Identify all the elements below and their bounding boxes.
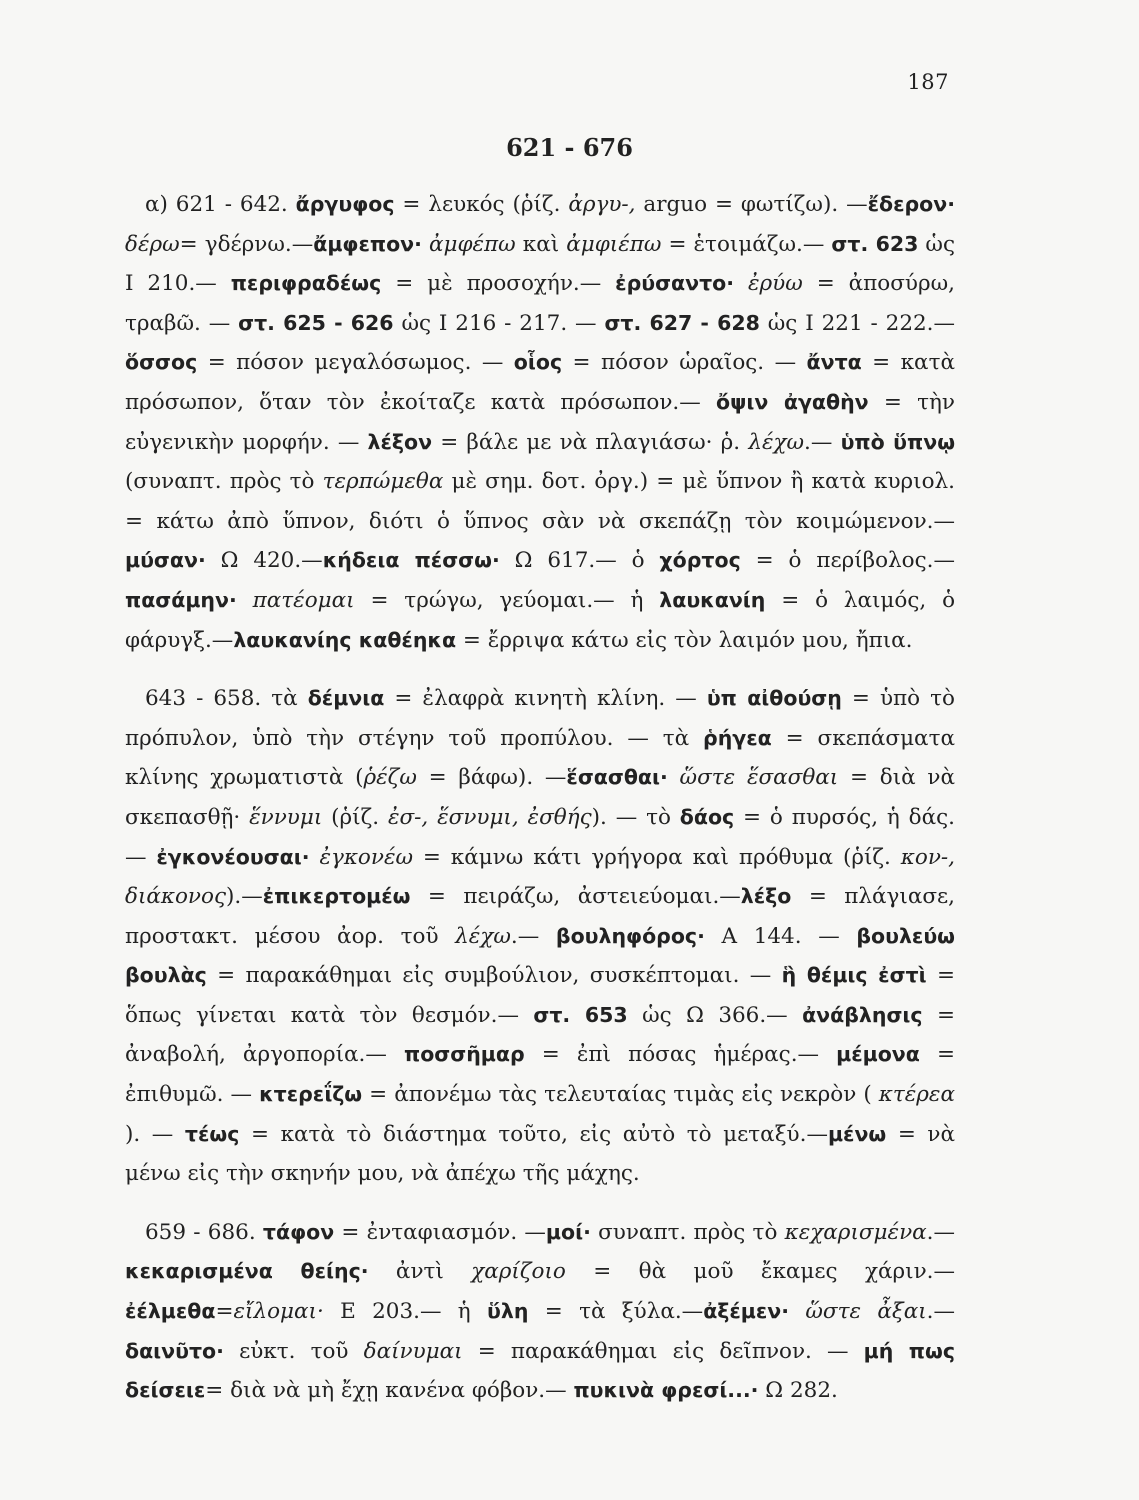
- lemma: ποσσῆμαρ: [403, 1042, 525, 1067]
- section-title: 621 - 676: [506, 133, 633, 162]
- lemma: στ. 625 - 626: [238, 310, 394, 335]
- text-run: ἀντὶ: [368, 1259, 472, 1285]
- text-run: [789, 1299, 805, 1324]
- text-run: μὲ σημ. δοτ. ὀργ.) = μὲ ὕπνον ἢ κατὰ κυριολ. = κάτω ἀπὸ ὕπνον, διότι ὁ ὕπνος σὰν νὰ σκεπάζῃ τὸν κοιμώμενον.—: [125, 469, 955, 534]
- text-run: [422, 232, 429, 257]
- text-run: = κατὰ πρόσωπον, ὅταν τὸν ἐκοίταζε κατὰ πρόσωπον.—: [125, 350, 955, 415]
- lemma: μένω: [827, 1121, 887, 1146]
- italic-text: ἐρύω: [748, 271, 803, 297]
- text-run: = ὑπὸ τὸ πρόπυλον, ὑπὸ τὴν στέγην τοῦ προπύλου. — τὰ: [125, 686, 955, 751]
- lemma: ἄντα: [806, 350, 862, 375]
- text-run: = πειράζω, ἀστειεύομαι.—: [410, 884, 741, 910]
- text-run: = ἀποσύρω, τραβῶ. —: [125, 271, 955, 336]
- text-run: Ω 282.: [758, 1378, 838, 1404]
- text-run: = ἀναβολή, ἀργοπορία.—: [125, 1002, 955, 1068]
- lemma: περιφραδέως: [230, 271, 382, 296]
- italic-text: πατέομαι: [252, 587, 355, 613]
- text-run: = τὴν εὐγενικὴν μορφήν. —: [125, 389, 955, 455]
- lemma: μύσαν·: [125, 548, 206, 573]
- italic-text: ἐσ-, ἕσνυμι, ἐσθής: [387, 804, 592, 830]
- text-run: 659 - 686.: [145, 1219, 263, 1245]
- text-run: .—: [510, 923, 556, 949]
- text-run: = λευκός (ῥίζ.: [394, 192, 569, 217]
- lemma: λαυκανίη: [659, 587, 766, 612]
- text-run: = παρακάθημαι εἰς δεῖπνον. —: [462, 1338, 864, 1364]
- italic-text: δαίνυμαι: [363, 1338, 463, 1364]
- lemma: ἀξέμεν·: [703, 1299, 790, 1324]
- text-run: ).—: [226, 884, 263, 910]
- text-run: = ὁ πυρσός, ἡ δάς. —: [125, 804, 955, 870]
- text-run: ὡς Ω 366.—: [627, 1002, 803, 1028]
- lemma: στ. 653: [533, 1002, 628, 1027]
- text-run: = σκεπάσματα κλίνης χρωματιστὰ (: [125, 725, 955, 791]
- text-run: [734, 271, 748, 296]
- lemma: ὄψιν ἀγαθὴν: [716, 389, 869, 414]
- lemma: κεκαρισμένα θείης·: [125, 1259, 369, 1284]
- italic-text: λέχω: [748, 429, 805, 455]
- text-run: = βάφω). —: [416, 765, 567, 791]
- text-run: Α 144. —: [704, 923, 857, 949]
- text-run: = ὁ λαιμός, ὁ φάρυγξ.—: [125, 587, 956, 653]
- lemma: ἄργυφος: [295, 192, 395, 216]
- text-run: Ω 420.—: [205, 548, 323, 574]
- lemma: τέως: [184, 1121, 240, 1146]
- text-run: συναπτ. πρὸς τὸ: [590, 1219, 785, 1245]
- text-run: = ὅπως γίνεται κατὰ τὸν θεσμόν.—: [125, 963, 955, 1028]
- text-run: Ε 203.— ἡ: [323, 1299, 487, 1325]
- text-run: = ἐπιθυμῶ. —: [125, 1042, 955, 1108]
- text-run: = βάλε με νὰ πλαγιάσω· ῥ.: [432, 429, 749, 455]
- lemma: βουληφόρος·: [555, 923, 705, 948]
- text-run: [668, 765, 680, 790]
- italic-text: ἀμφέπω: [428, 231, 516, 257]
- text-run: = τὰ ξύλα.—: [528, 1299, 704, 1325]
- italic-text: εἴλομαι·: [233, 1299, 324, 1325]
- italic-text: κεχαρισμένα: [784, 1219, 927, 1245]
- text-run: .—: [926, 1299, 955, 1325]
- lemma: λαυκανίης καθέηκα: [233, 627, 457, 652]
- text-run: = κάμνω κάτι γρήγορα καὶ πρόθυμα (ῥίζ.: [413, 844, 901, 870]
- text-run: = κατὰ τὸ διάστημα τοῦτο, εἰς αὐτὸ τὸ μεταξύ.—: [239, 1121, 828, 1147]
- text-run: = ἐπὶ πόσας ἡμέρας.—: [524, 1042, 837, 1068]
- lemma: λέξον: [367, 429, 433, 454]
- lemma: ἣ θέμις ἐστὶ: [781, 963, 927, 988]
- lemma: δάος: [679, 804, 735, 829]
- text-run: =: [215, 1299, 234, 1325]
- text-run: 643 - 658. τὰ: [145, 686, 308, 712]
- italic-text: ὥστε ἆξαι: [805, 1299, 927, 1325]
- text-run: (συναπτ. πρὸς τὸ: [125, 469, 323, 495]
- lemma: στ. 627 - 628: [604, 310, 760, 335]
- italic-text: τερπώμεθα: [322, 469, 444, 495]
- lemma: ἀνάβλησις: [802, 1002, 923, 1027]
- lemma: μέμονα: [836, 1042, 920, 1067]
- lemma: λέξο: [740, 884, 792, 909]
- text-run: = γδέρνω.—: [179, 231, 314, 257]
- text-run: = τρώγω, γεύομαι.— ἡ: [354, 587, 660, 613]
- text-run: = ἐλαφρὰ κινητὴ κλίνη. —: [384, 686, 707, 712]
- italic-text: ἕννυμι: [249, 804, 323, 830]
- text-run: = διὰ νὰ σκεπασθῇ·: [125, 765, 956, 830]
- text-run: ὡς Ι 210.—: [125, 231, 955, 297]
- italic-text: ἀμφιέπω: [566, 231, 662, 257]
- lemma: κτερεΐζω: [259, 1082, 363, 1107]
- lemma: ὑπὸ ὕπνῳ: [840, 429, 956, 454]
- lemma: ἔδερον·: [867, 192, 956, 216]
- paragraph: [125, 1213, 955, 1411]
- text-run: = ἑτοιμάζω.—: [661, 231, 832, 257]
- italic-text: ἐγκονέω: [319, 844, 414, 870]
- italic-text: ῥέζω: [363, 765, 417, 791]
- text-run: .—: [804, 429, 841, 455]
- lemma: ἐπικερτομέω: [262, 884, 411, 909]
- lemma: μή πως δείσειε: [125, 1338, 955, 1403]
- italic-text: λέχω: [455, 923, 511, 949]
- text-run: = ὁ περίβολος.—: [740, 548, 955, 574]
- text-run: arguo = φωτίζω). —: [635, 192, 868, 217]
- italic-text: κον-, διάκονος: [125, 844, 955, 910]
- lemma: ῥήγεα: [703, 725, 772, 750]
- text-run: .—: [926, 1219, 955, 1245]
- lemma: δαινῦτο·: [125, 1338, 224, 1363]
- commentary-body: [125, 185, 955, 1411]
- text-run: = μὲ προσοχήν.—: [381, 271, 616, 297]
- lemma: δέμνια: [307, 686, 385, 711]
- lemma: ὅσσος: [125, 350, 198, 375]
- text-run: = ἀπονέμω τὰς τελευταίας τιμὰς εἰς νεκρὸν (: [362, 1082, 879, 1108]
- text-run: = πόσον μεγαλόσωμος. —: [197, 350, 514, 376]
- lemma: στ. 623: [831, 231, 919, 256]
- lemma: ἕσασθαι·: [566, 765, 668, 790]
- lemma: ἐρύσαντο·: [615, 271, 735, 296]
- italic-text: ὥστε ἕσασθαι: [679, 765, 839, 791]
- text-run: εὐκτ. τοῦ: [223, 1338, 364, 1364]
- paragraph: [125, 679, 955, 1194]
- lemma: κήδεια πέσσω·: [322, 548, 500, 573]
- text-run: α) 621 - 642.: [145, 192, 296, 217]
- italic-text: δέρω: [125, 231, 180, 257]
- lemma: ὑπ αἰθούσῃ: [706, 686, 842, 711]
- text-run: ). —: [125, 1121, 185, 1147]
- lemma: ἐγκονέουσαι·: [156, 844, 310, 869]
- text-run: [310, 845, 320, 870]
- text-run: = πλάγιασε, προστακτ. μέσου ἀορ. τοῦ: [125, 884, 955, 949]
- lemma: ἄμφεπον·: [313, 231, 422, 256]
- text-run: (ῥίζ.: [322, 804, 388, 830]
- text-run: ὡς Ι 216 - 217. —: [393, 310, 605, 336]
- lemma: βουλεύω βουλὰς: [125, 923, 955, 988]
- text-run: = θὰ μοῦ ἔκαμες χάριν.—: [565, 1259, 955, 1285]
- italic-text: χαρίζοιο: [471, 1259, 566, 1285]
- lemma: χόρτος: [659, 548, 741, 573]
- text-run: καὶ: [515, 231, 567, 257]
- text-run: = πόσον ὡραῖος. —: [562, 350, 807, 376]
- text-run: = ἔρριψα κάτω εἰς τὸν λαιμόν μου, ἤπια.: [456, 627, 913, 653]
- text-run: = νὰ μένω εἰς τὴν σκηνήν μου, νὰ ἀπέχω τῆς μάχης.: [125, 1121, 956, 1187]
- text-run: = διὰ νὰ μὴ ἔχῃ κανένα φόβον.—: [205, 1378, 574, 1404]
- text-run: ). — τὸ: [591, 804, 680, 830]
- paragraph: [125, 185, 955, 660]
- text-run: ὡς Ι 221 - 222.—: [759, 310, 956, 336]
- text-run: = παρακάθημαι εἰς συμβούλιον, συσκέπτομαι. —: [206, 963, 782, 989]
- lemma: ἐέλμεθα: [125, 1299, 216, 1324]
- lemma: ὕλη: [487, 1299, 529, 1324]
- text-run: = ἐνταφιασμόν. —: [334, 1219, 546, 1245]
- lemma: μοί·: [545, 1219, 591, 1244]
- italic-text: κτέρεα: [878, 1082, 955, 1108]
- italic-text: ἀργυ-,: [568, 192, 636, 217]
- text-run: [237, 588, 253, 613]
- lemma: πυκινὰ φρεσί...·: [573, 1378, 759, 1403]
- lemma: οἷος: [513, 350, 563, 375]
- lemma: τάφον: [262, 1219, 335, 1244]
- page-number: 187: [907, 70, 949, 94]
- lemma: πασάμην·: [125, 587, 237, 612]
- text-run: Ω 617.— ὁ: [499, 548, 660, 574]
